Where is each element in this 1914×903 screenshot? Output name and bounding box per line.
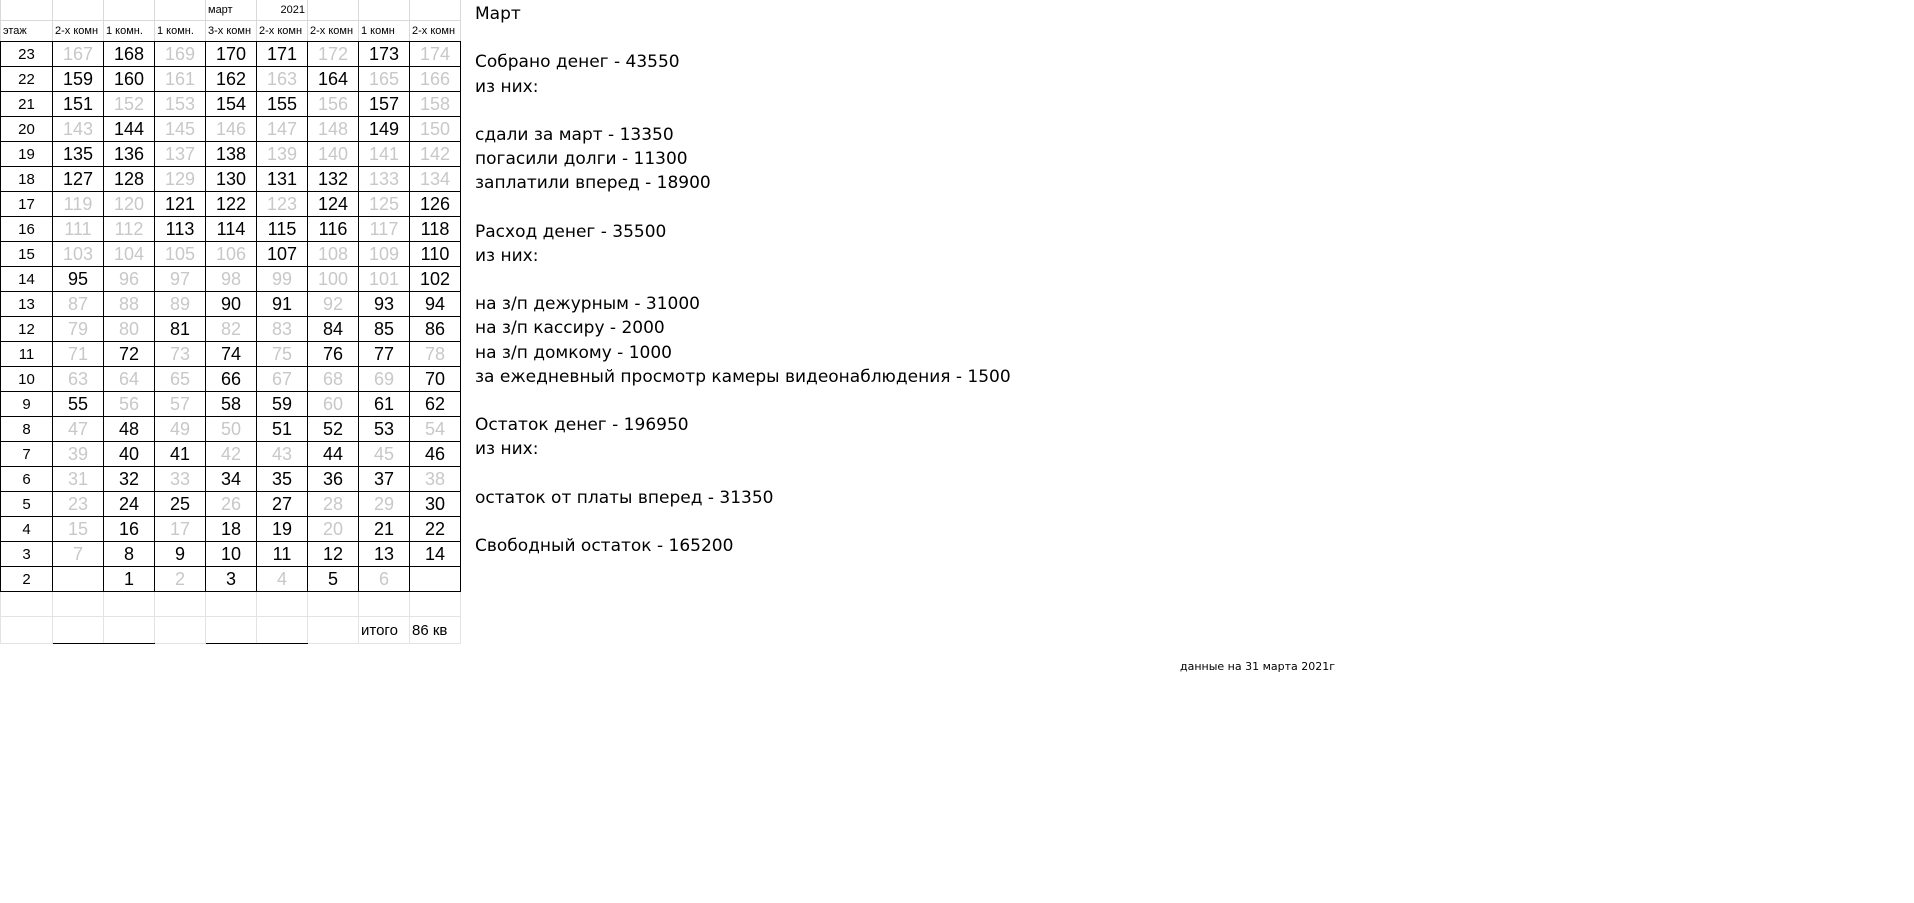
apartment-number: 129 — [155, 167, 206, 192]
apartment-number — [410, 567, 461, 592]
apartment-number: 119 — [53, 192, 104, 217]
apartment-number: 99 — [257, 267, 308, 292]
floor-number: 12 — [1, 317, 53, 342]
apartment-number: 137 — [155, 142, 206, 167]
apartment-number: 87 — [53, 292, 104, 317]
apartment-number: 93 — [359, 292, 410, 317]
apartment-number: 146 — [206, 117, 257, 142]
floor-row — [1, 492, 461, 517]
apartment-number: 82 — [206, 317, 257, 342]
apartment-number: 150 — [410, 117, 461, 142]
floor-number: 20 — [1, 117, 53, 142]
report-line: из них: — [475, 76, 539, 97]
apartment-number: 157 — [359, 92, 410, 117]
apartment-number: 121 — [155, 192, 206, 217]
floor-number: 23 — [1, 42, 53, 67]
floor-row — [1, 342, 461, 367]
apartment-number: 122 — [206, 192, 257, 217]
total-value: 86 кв — [410, 617, 461, 644]
apartment-number: 156 — [308, 92, 359, 117]
apartment-type-header: 2-х комн — [257, 21, 308, 42]
apartment-number: 143 — [53, 117, 104, 142]
apartment-number: 18 — [206, 517, 257, 542]
apartment-number: 42 — [206, 442, 257, 467]
apartment-number: 71 — [53, 342, 104, 367]
blank-row — [1, 592, 461, 617]
apartment-number: 159 — [53, 67, 104, 92]
report-line: из них: — [475, 439, 539, 460]
apartment-number: 140 — [308, 142, 359, 167]
report-line — [475, 26, 1011, 50]
apartment-number: 126 — [410, 192, 461, 217]
apartment-number: 17 — [155, 517, 206, 542]
apartment-number: 16 — [104, 517, 155, 542]
apartment-number: 134 — [410, 167, 461, 192]
apartment-number — [53, 567, 104, 592]
report-line — [475, 389, 1011, 413]
apartment-number: 110 — [410, 242, 461, 267]
floor-number: 11 — [1, 342, 53, 367]
apartment-number: 152 — [104, 92, 155, 117]
month-label: март — [206, 0, 257, 21]
apartment-type-header: 3-х комн — [206, 21, 257, 42]
floor-row — [1, 267, 461, 292]
floor-number: 4 — [1, 517, 53, 542]
apartment-number: 97 — [155, 267, 206, 292]
apartment-number: 145 — [155, 117, 206, 142]
floor-row — [1, 317, 461, 342]
apartment-number: 107 — [257, 242, 308, 267]
apartment-number: 101 — [359, 267, 410, 292]
apartment-type-header: 2-х комн — [308, 21, 359, 42]
apartment-number: 23 — [53, 492, 104, 517]
apartment-number: 72 — [104, 342, 155, 367]
apartment-number: 13 — [359, 542, 410, 567]
apartment-number: 94 — [410, 292, 461, 317]
apartment-number: 141 — [359, 142, 410, 167]
apartment-number: 131 — [257, 167, 308, 192]
floor-number: 10 — [1, 367, 53, 392]
apartment-number: 104 — [104, 242, 155, 267]
apartment-number: 112 — [104, 217, 155, 242]
apartment-number: 31 — [53, 467, 104, 492]
apartment-number: 84 — [308, 317, 359, 342]
apartment-number: 135 — [53, 142, 104, 167]
floor-row — [1, 117, 461, 142]
apartment-number: 8 — [104, 542, 155, 567]
report-line: Расход денег - 35500 — [475, 221, 667, 242]
floor-number: 21 — [1, 92, 53, 117]
floor-number: 16 — [1, 217, 53, 242]
apartment-number: 70 — [410, 367, 461, 392]
apartment-number: 85 — [359, 317, 410, 342]
apartment-number: 149 — [359, 117, 410, 142]
apartment-number: 38 — [410, 467, 461, 492]
report-line: за ежедневный просмотр камеры видеонаблюдения - 1500 — [475, 366, 1011, 387]
apartment-number: 64 — [104, 367, 155, 392]
apartment-number: 113 — [155, 217, 206, 242]
report-line: на з/п кассиру - 2000 — [475, 318, 665, 339]
apartment-type-header: 1 комн. — [155, 21, 206, 42]
apartment-number: 168 — [104, 42, 155, 67]
apartment-number: 41 — [155, 442, 206, 467]
floor-row — [1, 517, 461, 542]
apartment-number: 3 — [206, 567, 257, 592]
apartment-number: 30 — [410, 492, 461, 517]
apartment-type-header: 1 комн. — [104, 21, 155, 42]
apartment-number: 25 — [155, 492, 206, 517]
apartment-number: 67 — [257, 367, 308, 392]
floor-row — [1, 242, 461, 267]
apartment-number: 164 — [308, 67, 359, 92]
monthly-report — [475, 2, 1011, 558]
apartment-number: 37 — [359, 467, 410, 492]
apartment-number: 27 — [257, 492, 308, 517]
floor-number: 2 — [1, 567, 53, 592]
apartment-number: 147 — [257, 117, 308, 142]
floor-row — [1, 167, 461, 192]
apartment-number: 48 — [104, 417, 155, 442]
apartment-number: 79 — [53, 317, 104, 342]
apartment-number: 74 — [206, 342, 257, 367]
floor-row — [1, 92, 461, 117]
apartment-number: 125 — [359, 192, 410, 217]
floor-row — [1, 67, 461, 92]
apartment-number: 47 — [53, 417, 104, 442]
apartment-number: 20 — [308, 517, 359, 542]
apartment-number: 130 — [206, 167, 257, 192]
apartment-number: 161 — [155, 67, 206, 92]
apartment-number: 151 — [53, 92, 104, 117]
apartment-number: 33 — [155, 467, 206, 492]
report-line: Свободный остаток - 165200 — [475, 536, 734, 557]
floor-column-header: этаж — [1, 21, 53, 42]
total-row — [1, 617, 461, 644]
apartment-number: 50 — [206, 417, 257, 442]
apartment-number: 172 — [308, 42, 359, 67]
apartment-number: 115 — [257, 217, 308, 242]
apartment-number: 63 — [53, 367, 104, 392]
apartment-number: 22 — [410, 517, 461, 542]
apartment-number: 109 — [359, 242, 410, 267]
apartment-number: 32 — [104, 467, 155, 492]
apartment-number: 127 — [53, 167, 104, 192]
floor-row — [1, 467, 461, 492]
apartment-number: 163 — [257, 67, 308, 92]
report-line: Собрано денег - 43550 — [475, 52, 680, 73]
floor-number: 19 — [1, 142, 53, 167]
apartment-number: 116 — [308, 217, 359, 242]
apartment-number: 155 — [257, 92, 308, 117]
apartment-number: 136 — [104, 142, 155, 167]
apartments-sheet — [0, 0, 461, 644]
apartment-number: 78 — [410, 342, 461, 367]
apartment-number: 120 — [104, 192, 155, 217]
apartment-number: 144 — [104, 117, 155, 142]
apartment-number: 5 — [308, 567, 359, 592]
floor-number: 8 — [1, 417, 53, 442]
apartment-number: 92 — [308, 292, 359, 317]
apartment-number: 15 — [53, 517, 104, 542]
apartment-number: 117 — [359, 217, 410, 242]
apartment-number: 103 — [53, 242, 104, 267]
apartment-number: 169 — [155, 42, 206, 67]
apartment-number: 34 — [206, 467, 257, 492]
floor-number: 9 — [1, 392, 53, 417]
apartment-number: 46 — [410, 442, 461, 467]
floor-row — [1, 542, 461, 567]
apartment-number: 43 — [257, 442, 308, 467]
floor-row — [1, 292, 461, 317]
apartment-number: 28 — [308, 492, 359, 517]
apartment-number: 56 — [104, 392, 155, 417]
apartment-number: 39 — [53, 442, 104, 467]
apartment-number: 142 — [410, 142, 461, 167]
report-line — [475, 196, 1011, 220]
report-line — [475, 99, 1011, 123]
apartment-number: 60 — [308, 392, 359, 417]
apartment-number: 35 — [257, 467, 308, 492]
apartment-number: 123 — [257, 192, 308, 217]
apartment-number: 57 — [155, 392, 206, 417]
apartment-number: 53 — [359, 417, 410, 442]
apartment-number: 2 — [155, 567, 206, 592]
report-line — [475, 268, 1011, 292]
apartment-number: 44 — [308, 442, 359, 467]
apartment-number: 166 — [410, 67, 461, 92]
apartment-number: 73 — [155, 342, 206, 367]
apartment-number: 36 — [308, 467, 359, 492]
apartment-number: 12 — [308, 542, 359, 567]
apartment-number: 7 — [53, 542, 104, 567]
apartment-number: 174 — [410, 42, 461, 67]
apartment-number: 66 — [206, 367, 257, 392]
apartment-number: 148 — [308, 117, 359, 142]
apartment-number: 77 — [359, 342, 410, 367]
report-line: на з/п домкому - 1000 — [475, 342, 672, 363]
apartment-number: 153 — [155, 92, 206, 117]
apartment-number: 54 — [410, 417, 461, 442]
floor-number: 6 — [1, 467, 53, 492]
apartment-number: 68 — [308, 367, 359, 392]
apartment-number: 21 — [359, 517, 410, 542]
floor-row — [1, 392, 461, 417]
apartment-number: 14 — [410, 542, 461, 567]
apartment-number: 26 — [206, 492, 257, 517]
apartment-number: 171 — [257, 42, 308, 67]
floor-number: 14 — [1, 267, 53, 292]
floor-number: 18 — [1, 167, 53, 192]
apartment-number: 124 — [308, 192, 359, 217]
apartment-number: 114 — [206, 217, 257, 242]
apartment-number: 80 — [104, 317, 155, 342]
apartment-number: 102 — [410, 267, 461, 292]
floor-row — [1, 417, 461, 442]
report-line: остаток от платы вперед - 31350 — [475, 487, 774, 508]
apartment-number: 9 — [155, 542, 206, 567]
apartment-number: 6 — [359, 567, 410, 592]
apartment-number: 69 — [359, 367, 410, 392]
apartment-number: 138 — [206, 142, 257, 167]
floor-number: 3 — [1, 542, 53, 567]
apartment-number: 1 — [104, 567, 155, 592]
apartment-number: 139 — [257, 142, 308, 167]
apartment-number: 4 — [257, 567, 308, 592]
floor-number: 15 — [1, 242, 53, 267]
report-line — [475, 462, 1011, 486]
floor-row — [1, 42, 461, 67]
apartment-number: 51 — [257, 417, 308, 442]
floor-row — [1, 442, 461, 467]
data-date-note: данные на 31 марта 2021г — [1180, 660, 1336, 673]
apartment-number: 154 — [206, 92, 257, 117]
apartment-number: 62 — [410, 392, 461, 417]
apartment-number: 61 — [359, 392, 410, 417]
apartment-number: 45 — [359, 442, 410, 467]
apartment-number: 24 — [104, 492, 155, 517]
apartment-number: 65 — [155, 367, 206, 392]
apartment-number: 86 — [410, 317, 461, 342]
report-line: Остаток денег - 196950 — [475, 415, 689, 436]
apartment-number: 76 — [308, 342, 359, 367]
apartment-type-header: 1 комн — [359, 21, 410, 42]
floor-row — [1, 192, 461, 217]
floor-row — [1, 217, 461, 242]
total-label: итого — [359, 617, 410, 644]
apartment-number: 173 — [359, 42, 410, 67]
floor-number: 7 — [1, 442, 53, 467]
apartment-number: 95 — [53, 267, 104, 292]
apartment-number: 128 — [104, 167, 155, 192]
apartment-number: 49 — [155, 417, 206, 442]
apartment-number: 58 — [206, 392, 257, 417]
apartment-number: 133 — [359, 167, 410, 192]
apartment-number: 111 — [53, 217, 104, 242]
apartment-number: 105 — [155, 242, 206, 267]
apartment-number: 100 — [308, 267, 359, 292]
apartment-number: 158 — [410, 92, 461, 117]
report-line: из них: — [475, 245, 539, 266]
apartment-number: 59 — [257, 392, 308, 417]
apartment-number: 83 — [257, 317, 308, 342]
apartment-number: 55 — [53, 392, 104, 417]
apartment-number: 91 — [257, 292, 308, 317]
apartment-number: 29 — [359, 492, 410, 517]
floor-row — [1, 367, 461, 392]
apartment-type-header: 2-х комн — [53, 21, 104, 42]
apartment-number: 19 — [257, 517, 308, 542]
report-line: погасили долги - 11300 — [475, 149, 688, 170]
report-line: на з/п дежурным - 31000 — [475, 294, 700, 315]
report-line: заплатили вперед - 18900 — [475, 173, 711, 194]
apartment-number: 165 — [359, 67, 410, 92]
header-row-top — [1, 0, 461, 21]
apartment-number: 90 — [206, 292, 257, 317]
apartment-number: 106 — [206, 242, 257, 267]
apartment-type-header: 2-х комн — [410, 21, 461, 42]
apartment-number: 118 — [410, 217, 461, 242]
apartment-number: 75 — [257, 342, 308, 367]
apartment-number: 89 — [155, 292, 206, 317]
floor-number: 13 — [1, 292, 53, 317]
apartment-number: 40 — [104, 442, 155, 467]
year-label: 2021 — [257, 0, 308, 21]
floor-number: 17 — [1, 192, 53, 217]
apartment-number: 10 — [206, 542, 257, 567]
floor-number: 22 — [1, 67, 53, 92]
apartment-number: 162 — [206, 67, 257, 92]
apartment-number: 96 — [104, 267, 155, 292]
report-title: Март — [475, 4, 521, 24]
apartment-number: 81 — [155, 317, 206, 342]
apartment-number: 52 — [308, 417, 359, 442]
report-line — [475, 510, 1011, 534]
apartment-number: 170 — [206, 42, 257, 67]
floor-number: 5 — [1, 492, 53, 517]
column-header-row — [1, 21, 461, 42]
apartment-number: 160 — [104, 67, 155, 92]
floor-row — [1, 567, 461, 592]
floor-row — [1, 142, 461, 167]
apartment-number: 11 — [257, 542, 308, 567]
report-line: сдали за март - 13350 — [475, 124, 674, 145]
apartment-number: 108 — [308, 242, 359, 267]
apartment-number: 88 — [104, 292, 155, 317]
apartment-number: 98 — [206, 267, 257, 292]
apartment-number: 167 — [53, 42, 104, 67]
apartment-number: 132 — [308, 167, 359, 192]
